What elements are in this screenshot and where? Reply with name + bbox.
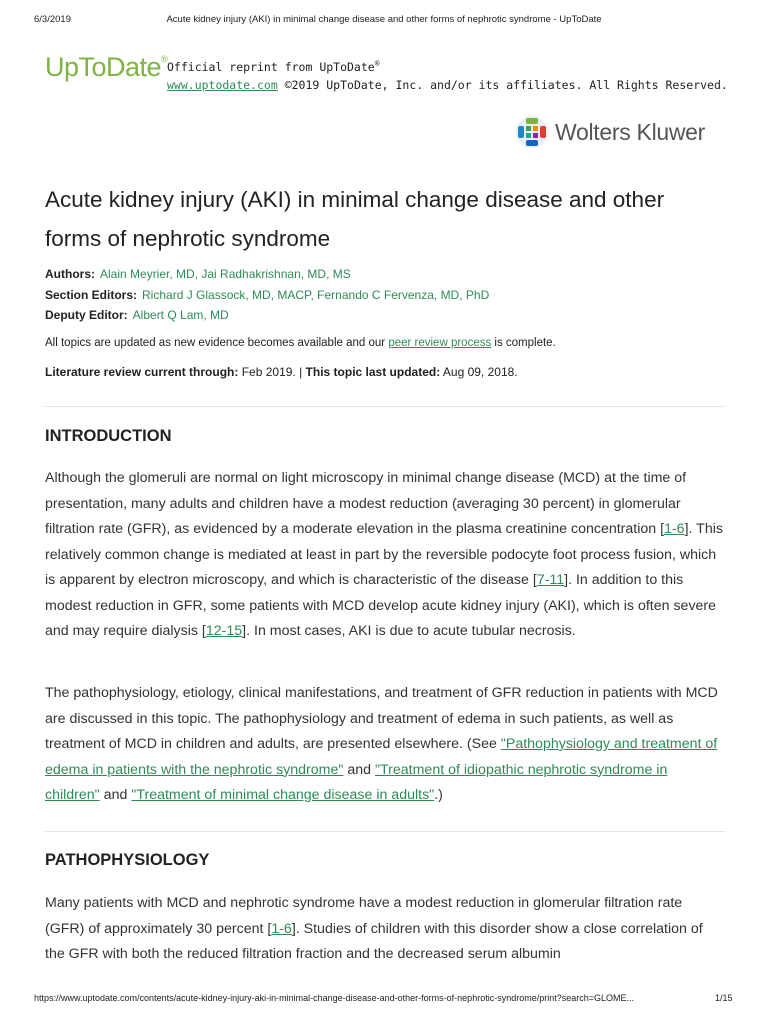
authors-names[interactable]: Alain Meyrier, MD, Jai Radhakrishnan, MD, MS [100,267,351,281]
paragraph-text: and [99,787,132,803]
paragraph-text: ]. In most cases, AKI is due to acute tubular necrosis. [242,623,576,639]
update-note [45,337,556,349]
last-updated-label: This topic last updated: [305,365,441,379]
peer-review-link[interactable]: peer review process [388,337,492,349]
reprint-notice [167,55,728,94]
paragraph-text: Although the glomeruli are normal on light microscopy in minimal change disease (MCD) at the time of presentation, many adults and children have a modest reduction (averaging 30 percent) in glomerular filtration rate (GFR), as evidenced by a moderate elevation in the plasma creatinine concentration [ [45,470,687,537]
paragraph-text: ]. Studies of children with this disorder show a close correlation of the GFR with both the reduced filtration fraction and the decreased serum albumin [45,920,703,962]
section-editors-names[interactable]: Richard J Glassock, MD, MACP, Fernando C Fervenza, MD, PhD [142,288,490,302]
paragraph-text: Many patients with MCD and nephrotic syndrome have a modest reduction in glomerular filtration rate (GFR) of approximately 30 percent [ [45,895,683,937]
introduction-paragraph-2 [45,681,725,809]
lit-review-value: Feb 2019. | [238,365,306,379]
pathophysiology-paragraph-1 [45,891,725,968]
uptodate-logo[interactable] [45,52,167,83]
copyright-text: ©2019 UpToDate, Inc. and/or its affiliates. All Rights Reserved. [277,77,728,92]
section-editors-label: Section Editors: [45,288,138,302]
update-note-end: is complete. [491,337,556,349]
paragraph-text: ]. In addition to this modest reduction in GFR, some patients with MCD develop acute kidney injury (AKI), which is often severe and may require dialysis [ [45,572,717,639]
reference-link-1-6[interactable]: 1-6 [271,920,292,937]
logo-registered-mark: ® [161,54,168,64]
edema-topic-link[interactable]: "Pathophysiology and treatment of edema in patients with the nephrotic syndrome" [45,736,718,778]
adult-treatment-topic-link[interactable]: "Treatment of minimal change disease in adults" [131,787,435,803]
print-date: 6/3/2019 [34,14,71,25]
reference-link-1-6[interactable]: 1-6 [664,521,685,537]
wolters-kluwer-logo [515,115,705,149]
paragraph-text: .) [434,787,443,803]
introduction-paragraph-1 [45,466,725,645]
pathophysiology-heading: PATHOPHYSIOLOGY [45,851,210,869]
reference-link-12-15[interactable]: 12-15 [205,623,243,639]
reprint-line: Official reprint from UpToDate [167,59,375,74]
deputy-editor-name[interactable]: Albert Q Lam, MD [132,308,229,322]
pediatric-treatment-topic-link[interactable]: "Treatment of idiopathic nephrotic syndrome in children" [45,761,668,803]
print-document-title: Acute kidney injury (AKI) in minimal change disease and other forms of nephrotic syndrome - UpToDate [166,14,602,25]
section-editors-line [45,288,489,302]
paragraph-text: The pathophysiology, etiology, clinical manifestations, and treatment of GFR reduction in patients with MCD are discussed in this topic. The pathophysiology and treatment of edema in such patients, as well as treatment of MCD in children and adults, are presented elsewhere. (See [45,685,718,752]
print-url: https://www.uptodate.com/contents/acute-kidney-injury-aki-in-minimal-change-disease-and-other-forms-of-nephrotic-syndrome/print?search=GLOME... [34,993,635,1003]
authors-line [45,267,351,281]
authors-label: Authors: [45,267,95,281]
page-number: 1/15 [715,993,733,1003]
section-divider [45,406,725,407]
paragraph-text: and [343,761,375,778]
deputy-editor-line [45,308,229,322]
publisher-name: Wolters Kluwer [555,118,706,145]
article-title: Acute kidney injury (AKI) in minimal change disease and other forms of nephrotic syndrome [45,187,665,251]
introduction-heading: INTRODUCTION [45,427,172,445]
last-updated-value: Aug 09, 2018. [440,365,518,379]
update-note-text: All topics are updated as new evidence becomes available and our [45,337,389,349]
deputy-editor-label: Deputy Editor: [45,308,128,322]
section-divider [45,831,725,832]
reference-link-7-11[interactable]: 7-11 [536,572,565,588]
uptodate-site-link[interactable]: www.uptodate.com [167,77,278,92]
review-dates [45,365,518,379]
logo-wordmark: UpToDate [45,52,162,82]
lit-review-label: Literature review current through: [45,365,239,379]
reprint-registered-mark: ® [374,59,380,68]
paragraph-text: ]. This relatively common change is mediated at least in part by the reversible podocyte foot process fusion, which is apparent by electron microscopy, and which is characteristic of the disease [ [45,521,723,588]
wolters-kluwer-globe-icon [515,115,549,149]
